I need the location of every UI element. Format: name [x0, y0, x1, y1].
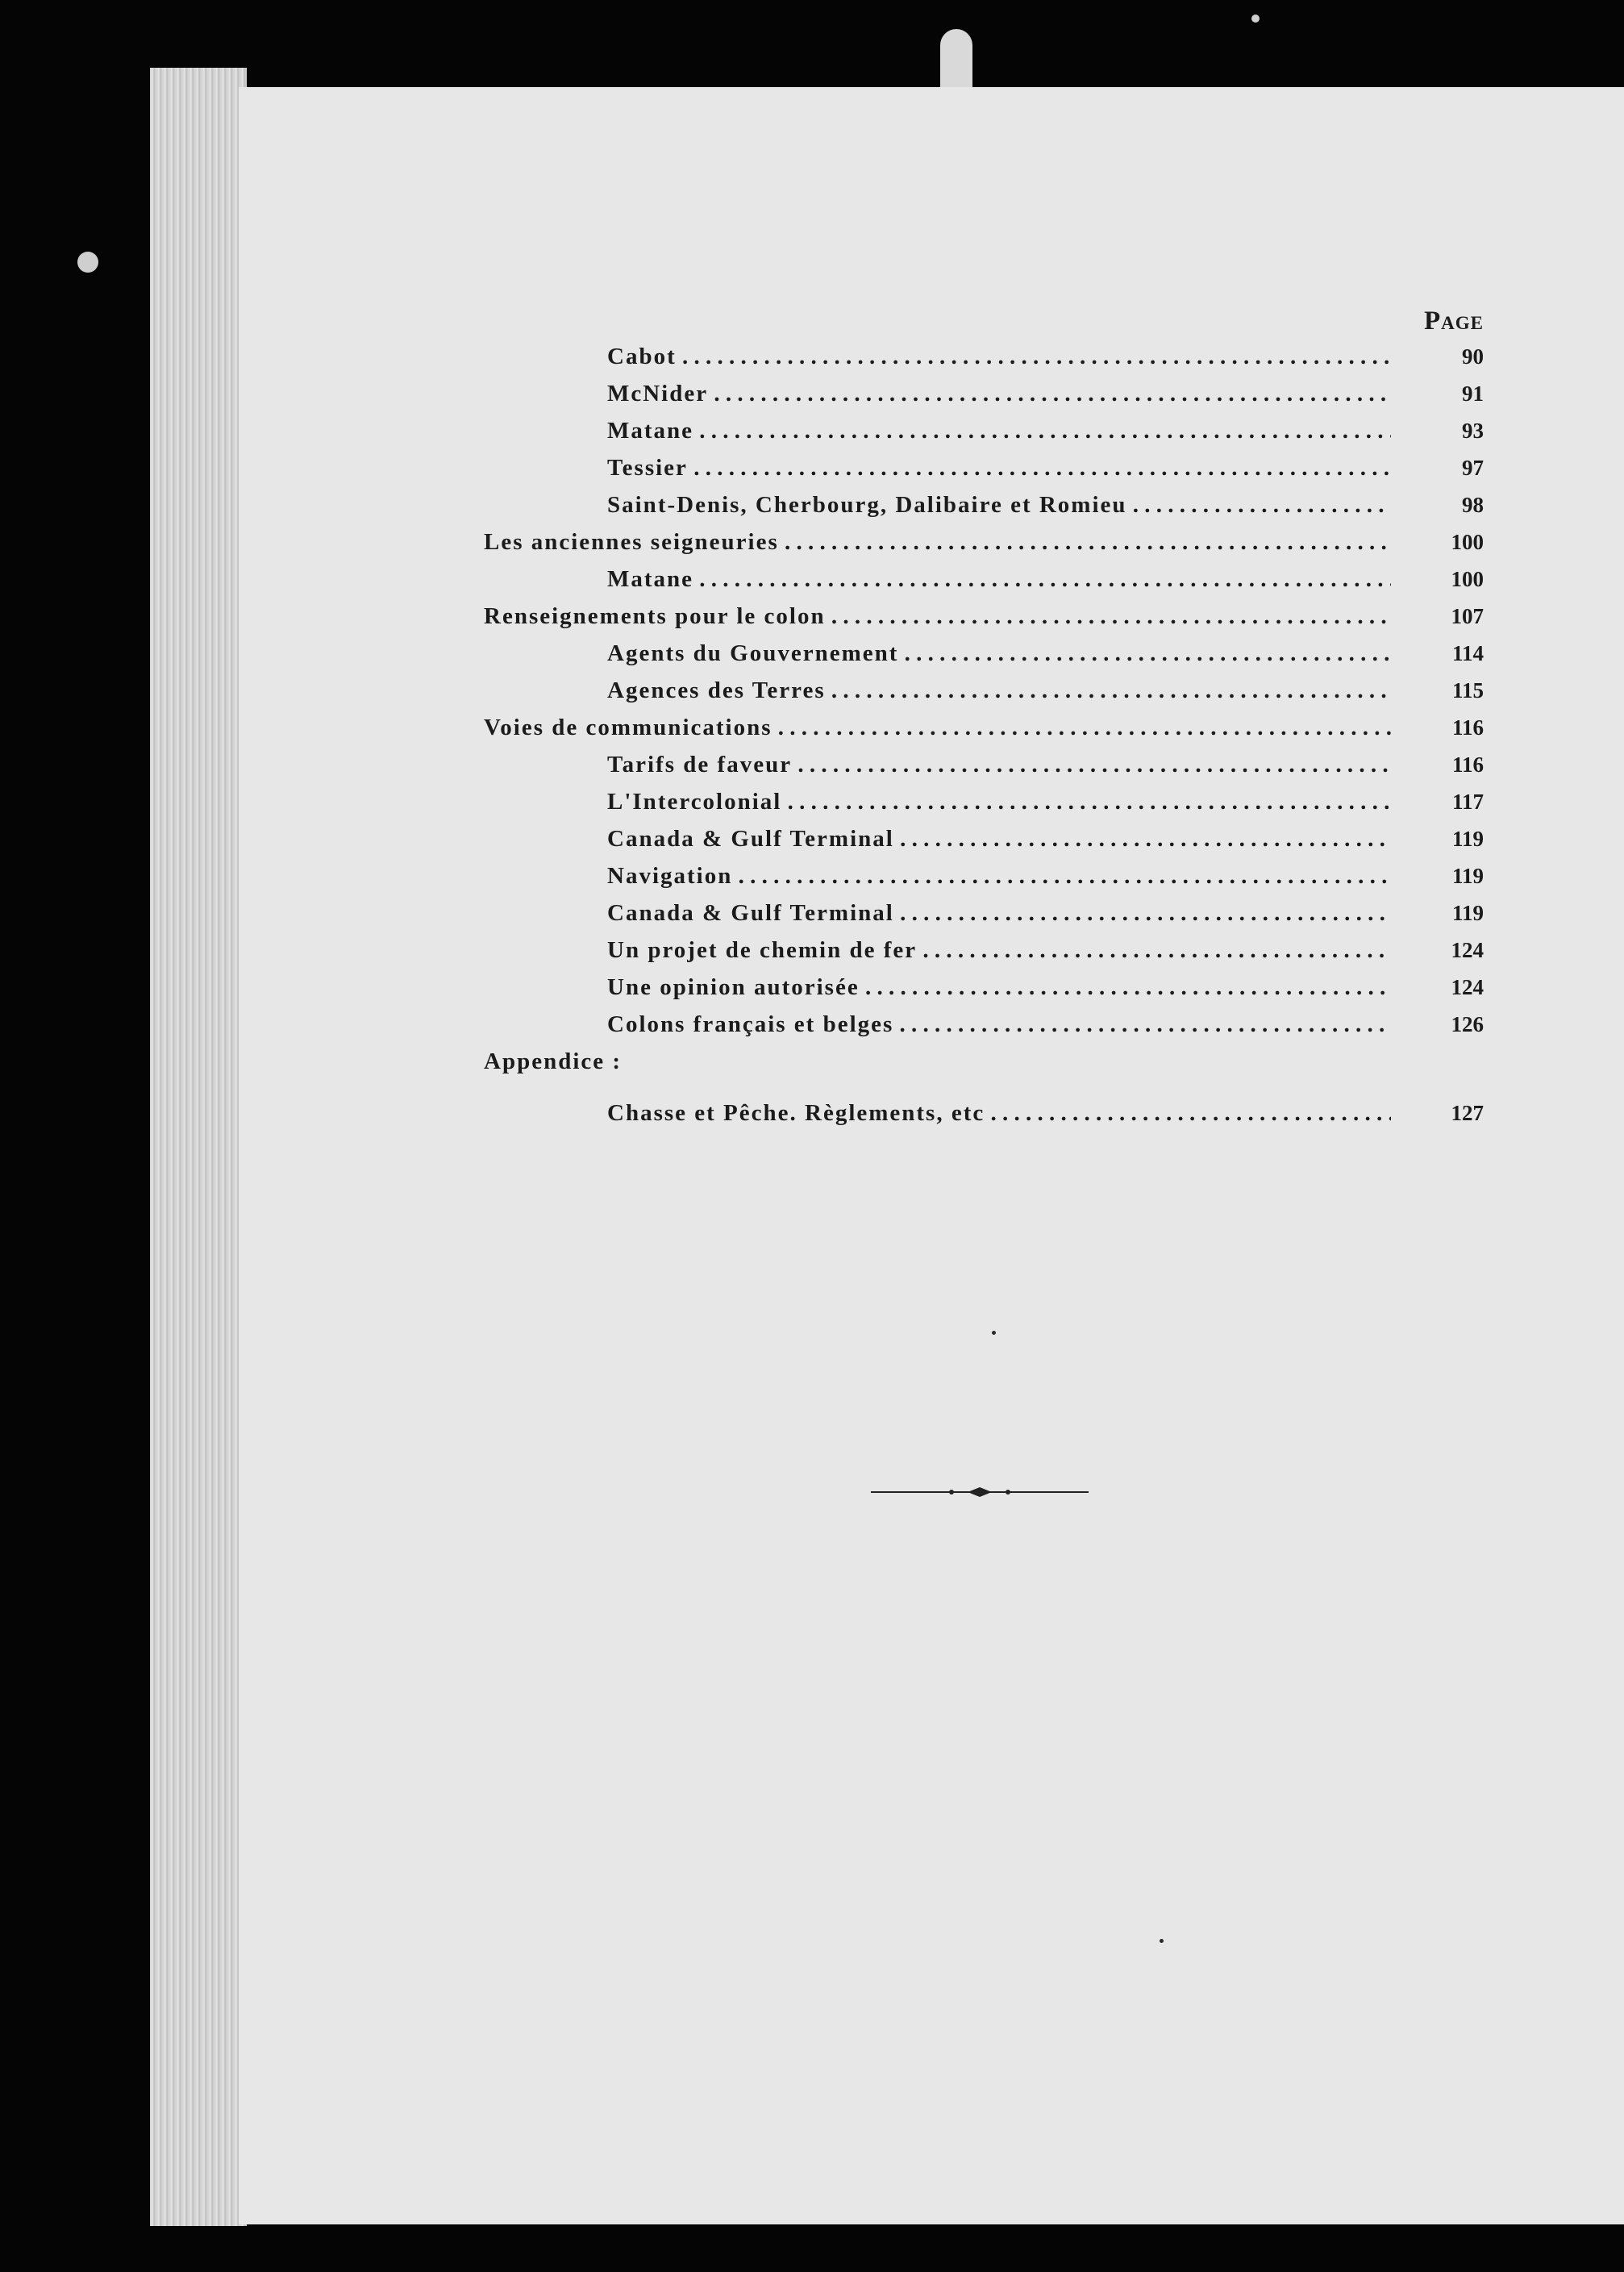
toc-entry-label: Matane . .: [607, 412, 1391, 449]
toc-entry-label: Chasse et Pêche. Règlements, etc . .: [607, 1094, 1391, 1132]
page-stack-edge: [150, 68, 247, 2226]
toc-entry-page: 119: [1451, 827, 1484, 851]
toc-entry-label: Saint-Denis, Cherbourg, Dalibaire et Romieu . .: [607, 486, 1391, 523]
toc-entry-page: 116: [1451, 715, 1484, 740]
toc-entry: [607, 932, 1484, 969]
toc-entry: [607, 412, 1484, 449]
toc-entry: [607, 672, 1484, 709]
toc-entry: [607, 783, 1484, 820]
toc-entry-label: Un projet de chemin de fer . .: [607, 932, 1391, 969]
toc-entry-label: McNider . .: [607, 375, 1391, 412]
toc-entry: [607, 375, 1484, 412]
toc-entry-label: Appendice :: [484, 1048, 623, 1074]
toc-entry-label: Tarifs de faveur . .: [607, 746, 1391, 783]
toc-entry-page: 119: [1451, 901, 1484, 925]
scan-speck: [1251, 15, 1260, 23]
toc-entry-page: 116: [1451, 752, 1484, 777]
table-of-contents: [484, 306, 1484, 1132]
toc-entry-page: 115: [1451, 678, 1484, 702]
toc-entry-page: 100: [1451, 530, 1484, 554]
toc-entry-label: Une opinion autorisée . .: [607, 969, 1391, 1006]
toc-entry: [607, 1094, 1484, 1132]
toc-entry: [484, 523, 1484, 561]
toc-entry: [607, 449, 1484, 486]
toc-entry: [607, 969, 1484, 1006]
toc-entry-page: 124: [1451, 975, 1484, 999]
toc-entry-label: Voies de communications . .: [484, 709, 1391, 746]
toc-entry-page: 124: [1451, 938, 1484, 962]
toc-entry-label: Navigation . .: [607, 857, 1391, 894]
toc-entry-page: 97: [1462, 456, 1484, 480]
toc-entry-page: 93: [1462, 419, 1484, 443]
toc-entry: [607, 746, 1484, 783]
toc-entry: [484, 598, 1484, 635]
toc-entry-page: 98: [1462, 493, 1484, 517]
toc-entry-page: 127: [1451, 1101, 1484, 1125]
scan-speck: [992, 1331, 996, 1335]
toc-entry-label: Renseignements pour le colon . .: [484, 598, 1391, 635]
toc-entry-label: L'Intercolonial . .: [607, 783, 1391, 820]
toc-entry: [607, 857, 1484, 894]
toc-entry-page: 114: [1451, 641, 1484, 665]
toc-entry-label: Matane . .: [607, 561, 1391, 598]
toc-entry-page: 107: [1451, 604, 1484, 628]
toc-entry-label: Colons français et belges . .: [607, 1006, 1391, 1043]
toc-entry-page: 90: [1462, 344, 1484, 369]
toc-entry: [484, 709, 1484, 746]
toc-entry-label: Agences des Terres . .: [607, 672, 1391, 709]
toc-entry-label: Agents du Gouvernement . .: [607, 635, 1391, 672]
toc-entry-label: Canada & Gulf Terminal . .: [607, 820, 1391, 857]
toc-entry-label: Les anciennes seigneuries . .: [484, 523, 1391, 561]
toc-entry-page: 91: [1462, 381, 1484, 406]
decorative-rule-ornament: [871, 1482, 1089, 1502]
toc-entry: [607, 1006, 1484, 1043]
toc-entry-page: 126: [1451, 1012, 1484, 1036]
scan-speck: [1160, 1939, 1164, 1943]
toc-entry: [607, 561, 1484, 598]
toc-entry-page: 100: [1451, 567, 1484, 591]
toc-entry: [607, 486, 1484, 523]
toc-entry: [607, 820, 1484, 857]
toc-entry-label: Tessier . .: [607, 449, 1391, 486]
toc-entry: [607, 338, 1484, 375]
toc-entry-label: Canada & Gulf Terminal . .: [607, 894, 1391, 932]
toc-page-header: Page: [1424, 306, 1484, 336]
toc-entry-label: Cabot . .: [607, 338, 1391, 375]
toc-entry: [484, 1043, 1484, 1080]
toc-entry: [607, 894, 1484, 932]
scan-speck: [77, 252, 98, 273]
toc-entry-page: 117: [1451, 790, 1484, 814]
toc-entry: [607, 635, 1484, 672]
toc-entry-page: 119: [1451, 864, 1484, 888]
